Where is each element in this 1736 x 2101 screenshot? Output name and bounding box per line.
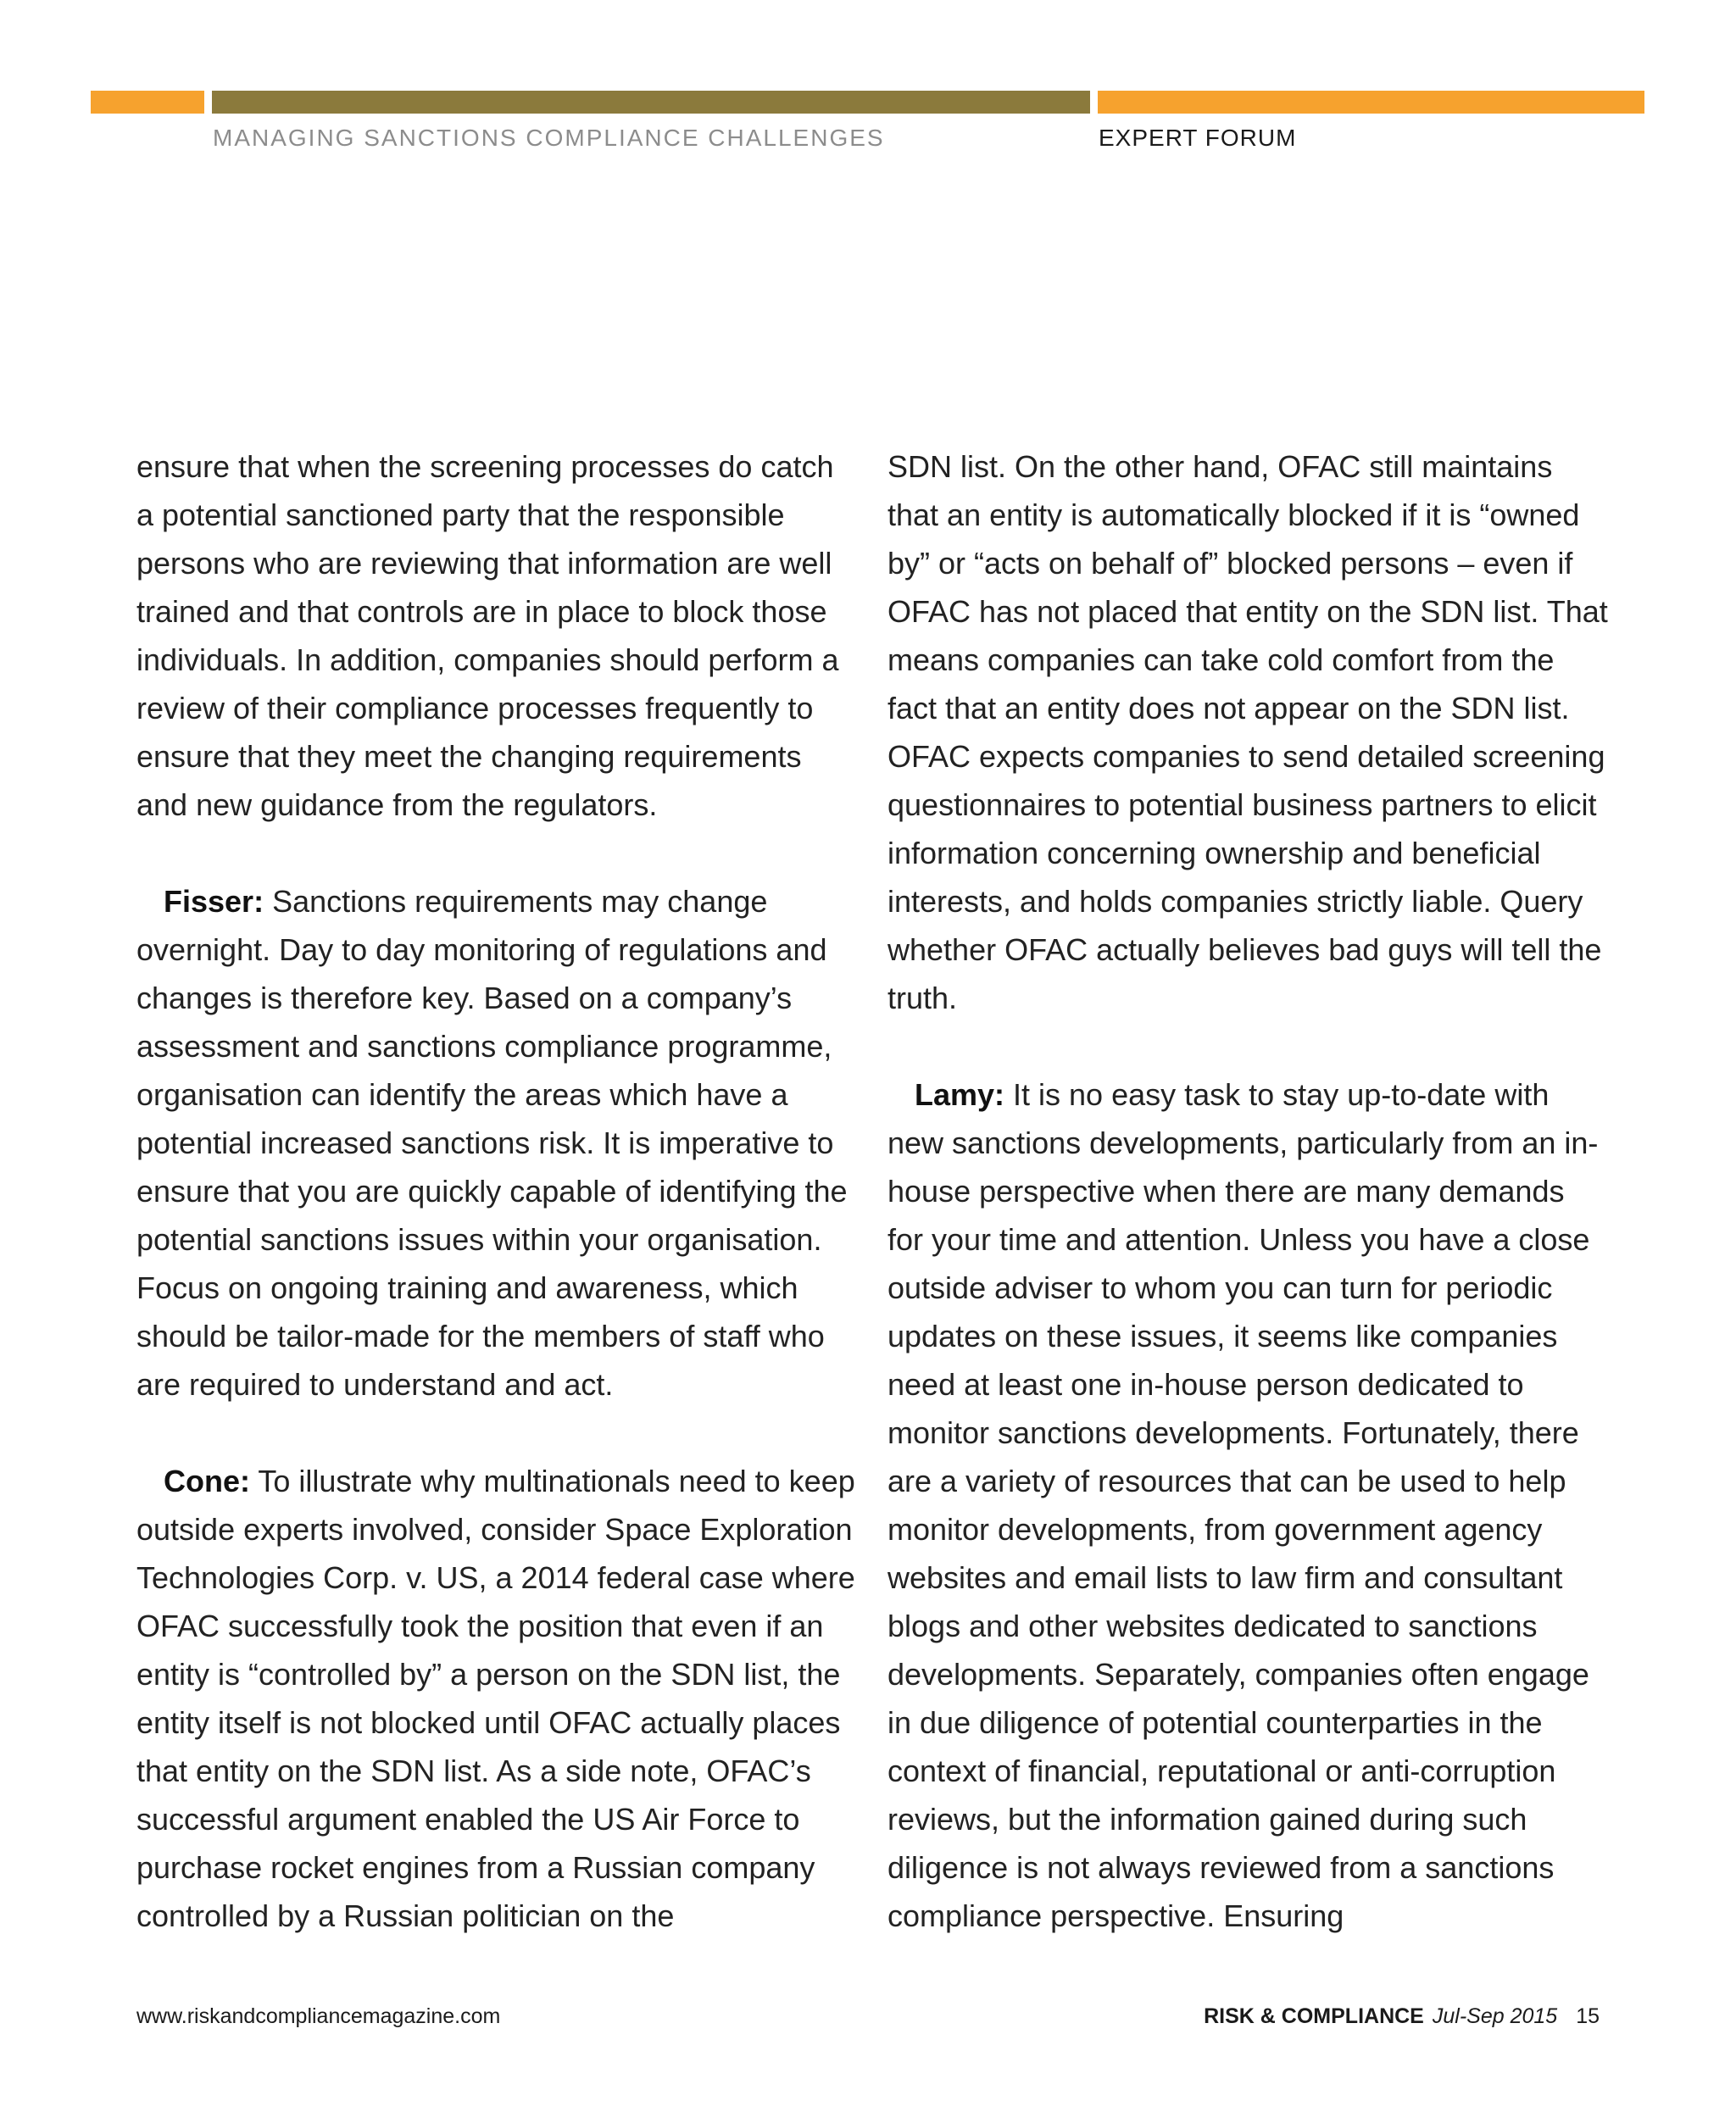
paragraph bbox=[136, 1457, 857, 1940]
paragraph-text: To illustrate why multinationals need to keep outside experts involved, consider Space Exploration Technologies Corp. v. US, a 2014 federal case where OFAC successfully took the position that even if an entity is “controlled by” a person on the SDN list, the entity itself is not blocked until OFAC actually places that entity on the SDN list. As a side note, OFAC’s successful argument enabled the US Air Force to purchase rocket engines from a Russian company controlled by a Russian politician on the bbox=[136, 1464, 855, 1933]
paragraph: ensure that when the screening processes do catch a potential sanctioned party that the responsible persons who are reviewing that information are well trained and that controls are in place to block those individuals. In addition, companies should perform a review of their compliance processes frequently to ensure that they meet the changing requirements and new guidance from the regulators. bbox=[136, 449, 839, 822]
header-bar-left bbox=[91, 91, 204, 114]
left-column bbox=[136, 442, 857, 1940]
running-header-section: EXPERT FORUM bbox=[1099, 125, 1297, 151]
footer-website-link[interactable]: www.riskandcompliancemagazine.com bbox=[136, 2004, 501, 2028]
paragraph-text: Sanctions requirements may change overnight. Day to day monitoring of regulations and changes is therefore key. Based on a company’s assessment and sanctions compliance programme, organisation can identify the areas which have a potential increased sanctions risk. It is imperative to ensure that you are quickly capable of identifying the potential sanctions issues within your organisation. Focus on ongoing training and awareness, which should be tailor-made for the members of staff who are required to understand and act. bbox=[136, 884, 848, 1402]
header-bar-middle bbox=[212, 91, 1090, 114]
page-number: 15 bbox=[1576, 2004, 1600, 2028]
speaker-name: Lamy: bbox=[915, 1077, 1005, 1112]
paragraph-text: It is no easy task to stay up-to-date with new sanctions developments, particularly from an in-house perspective when there are many demands for your time and attention. Unless you have a close outside adviser to whom you can turn for periodic updates on these issues, it seems like companies need at least one in-house person dedicated to monitor sanctions developments. Fortunately, there are a variety of resources that can be used to help monitor developments, from government agency websites and email lists to law firm and consultant blogs and other websites dedicated to sanctions developments. Separately, companies often engage in due diligence of potential counterparties in the context of financial, reputational or anti-corruption reviews, but the information gained during such diligence is not always reviewed from a sanctions compliance perspective. Ensuring bbox=[887, 1077, 1599, 1933]
header-bar-right bbox=[1098, 91, 1644, 114]
issue-date: Jul-Sep 2015 bbox=[1432, 2004, 1558, 2028]
speaker-name: Fisser: bbox=[164, 884, 264, 919]
footer-publication-info bbox=[1204, 2004, 1600, 2029]
right-column bbox=[887, 442, 1608, 1940]
paragraph: SDN list. On the other hand, OFAC still maintains that an entity is automatically blocked if it is “owned by” or “acts on behalf of” blocked persons – even if OFAC has not placed that entity on the SDN list. That means companies can take cold comfort from the fact that an entity does not appear on the SDN list. OFAC expects companies to send detailed screening questionnaires to potential business partners to elicit information concerning ownership and beneficial interests, and holds companies strictly liable. Query whether OFAC actually believes bad guys will tell the truth. bbox=[887, 449, 1608, 1015]
speaker-name: Cone: bbox=[164, 1464, 250, 1498]
magazine-name: RISK & COMPLIANCE bbox=[1204, 2004, 1424, 2028]
paragraph bbox=[136, 877, 857, 1409]
running-header-title: MANAGING SANCTIONS COMPLIANCE CHALLENGES bbox=[213, 125, 885, 151]
paragraph bbox=[887, 1070, 1608, 1940]
